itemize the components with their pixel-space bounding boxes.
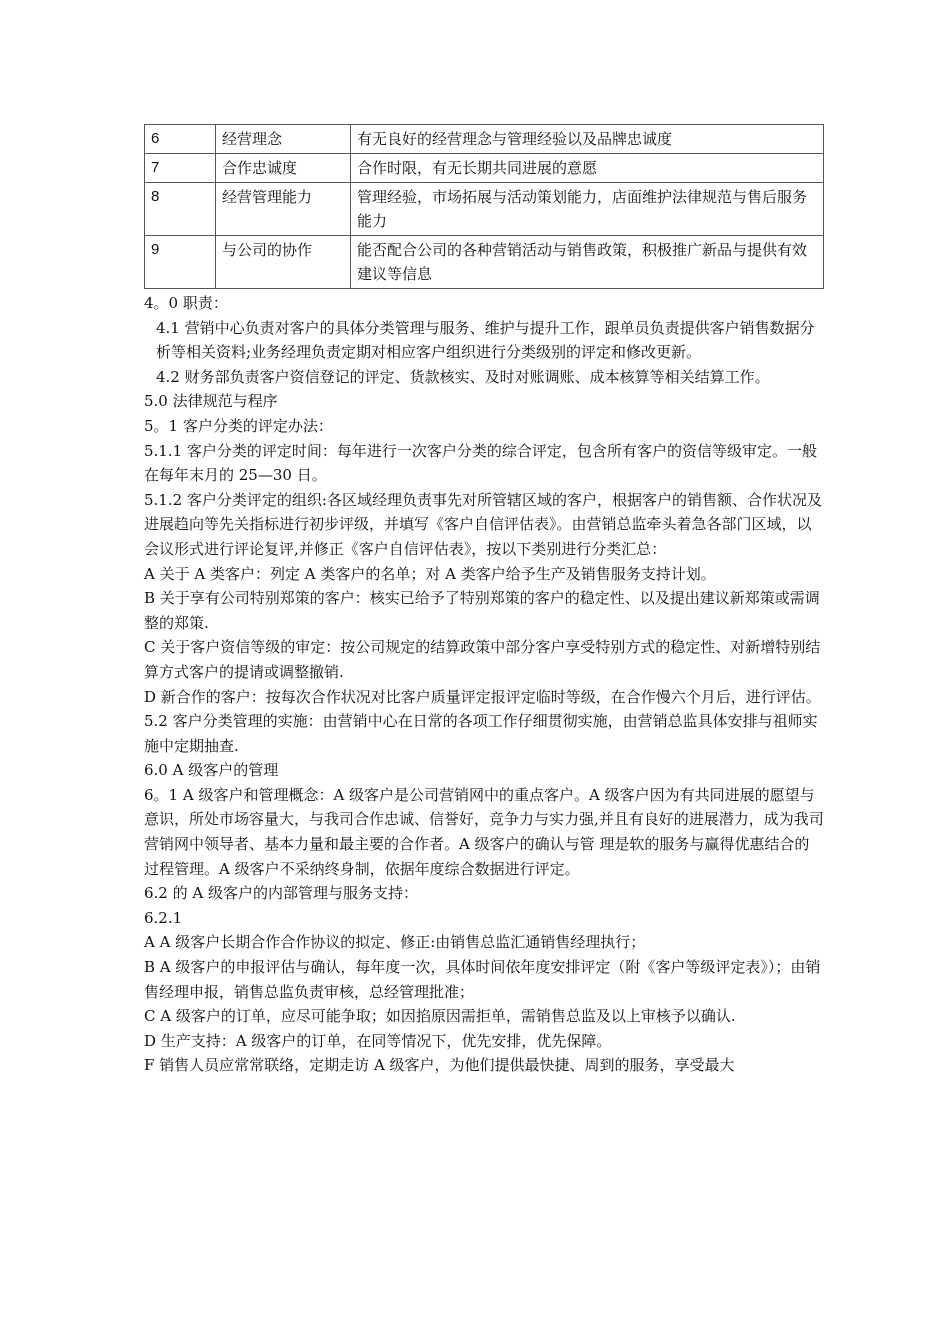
row-number: 8 (145, 183, 216, 236)
section-heading: 4。0 职责： (144, 294, 228, 312)
paragraph: 5.2 客户分类管理的实施：由营销中心在日常的各项工作仔细贯彻实施，由营销总监具体安排与祖师实施中定期抽查. (144, 712, 818, 755)
table-row (145, 125, 824, 154)
section-heading: 5.0 法律规范与程序 (144, 392, 278, 411)
list-item: D 生产支持：A 级客户的订单，在同等情况下，优先安排，优先保障。 (144, 1031, 612, 1050)
paragraph: 5.1.2 客户分类评定的组织:各区域经理负责事先对所管辖区域的客户，根据客户的销售额、合作状况及进展趋向等先关指标进行初步评级，并填写《客户自信评估表》。由营销总监牵头着急各部门区域，以会议形式进行评论复评,并修正《客户自信评估表》，按以下类别进行分类汇总： (144, 490, 822, 558)
document-page (144, 124, 824, 1078)
criteria-table (144, 124, 824, 289)
list-item: A 关于 A 类客户：列定 A 类客户的名单；对 A 类客户给予生产及销售服务支持计划。 (144, 564, 716, 583)
paragraph: 4.2 财务部负责客户资信登记的评定、货款核实、及时对账调账、成本核算等相关结算工作。 (156, 367, 770, 386)
criterion-description: 合作时限，有无长期共同进展的意愿 (351, 154, 824, 183)
criterion-name: 合作忠诚度 (216, 154, 351, 183)
paragraph: 5.1.1 客户分类的评定时间：每年进行一次客户分类的综合评定，包含所有客户的资信等级审定。一般在每年末月的 25—30 日。 (144, 441, 817, 485)
criterion-name: 经营理念 (216, 125, 351, 154)
table-row (145, 154, 824, 183)
subsection-heading: 6.2.1 (144, 908, 183, 927)
table-row (145, 183, 824, 236)
document-body (144, 291, 824, 1078)
row-number: 7 (145, 154, 216, 183)
row-number: 9 (145, 236, 216, 289)
table-row (145, 236, 824, 289)
criterion-description: 能否配合公司的各种营销活动与销售政策，积极推广新品与提供有效建议等信息 (351, 236, 824, 289)
paragraph: 6。1 A 级客户和管理概念：A 级客户是公司营销网中的重点客户。A 级客户因为有共同进展的愿望与意识，所处市场容量大，与我司合作忠诚、信誉好，竞争力与实力强,并且有良好的进展潜力，成为我司营销网中领导者、基本力量和最主要的合作者。A 级客户的确认与管 理是软的服务与赢得优惠结合的过程管理。A 级客户不采纳终身制，依据年度综合数据进行评定。 (144, 785, 824, 878)
row-number: 6 (145, 125, 216, 154)
subsection-heading: 5。1 客户分类的评定办法： (144, 416, 333, 435)
criterion-description: 管理经验，市场拓展与活动策划能力，店面维护法律规范与售后服务能力 (351, 183, 824, 236)
paragraph: 4.1 营销中心负责对客户的具体分类管理与服务、维护与提升工作，跟单员负责提供客户销售数据分析等相关资料;业务经理负责定期对相应客户组织进行分类级别的评定和修改更新。 (156, 318, 815, 362)
criterion-name: 与公司的协作 (216, 236, 351, 289)
list-item: C A 级客户的订单，应尽可能争取；如因掐原因需拒单，需销售总监及以上审核予以确认. (144, 1007, 736, 1026)
list-item: D 新合作的客户：按每次合作状况对比客户质量评定报评定临时等级，在合作慢六个月后，进行评估。 (144, 687, 821, 706)
list-item: A A 级客户长期合作合作协议的拟定、修正:由销售总监汇通销售经理执行； (144, 933, 646, 952)
subsection-heading: 6.2 的 A 级客户的内部管理与服务支持： (144, 884, 418, 903)
list-item: B 关于享有公司特别郑策的客户：核实已给予了特别郑策的客户的稳定性、以及提出建议新郑策或需调整的郑策. (144, 589, 820, 632)
list-item: C 关于客户资信等级的审定：按公司规定的结算政策中部分客户享受特别方式的稳定性、对新增特别结算方式客户的提请或调整撤销. (144, 638, 821, 681)
list-item: B A 级客户的申报评估与确认，每年度一次，具体时间依年度安排评定（附《客户等级评定表》）；由销售经理申报，销售总监负责审核，总经管理批准； (144, 958, 821, 1001)
criterion-description: 有无良好的经营理念与管理经验以及品牌忠诚度 (351, 125, 824, 154)
section-heading: 6.0 A 级客户的管理 (144, 761, 279, 780)
criterion-name: 经营管理能力 (216, 183, 351, 236)
list-item: F 销售人员应常常联络，定期走访 A 级客户，为他们提供最快捷、周到的服务，享受最大 (144, 1056, 735, 1075)
